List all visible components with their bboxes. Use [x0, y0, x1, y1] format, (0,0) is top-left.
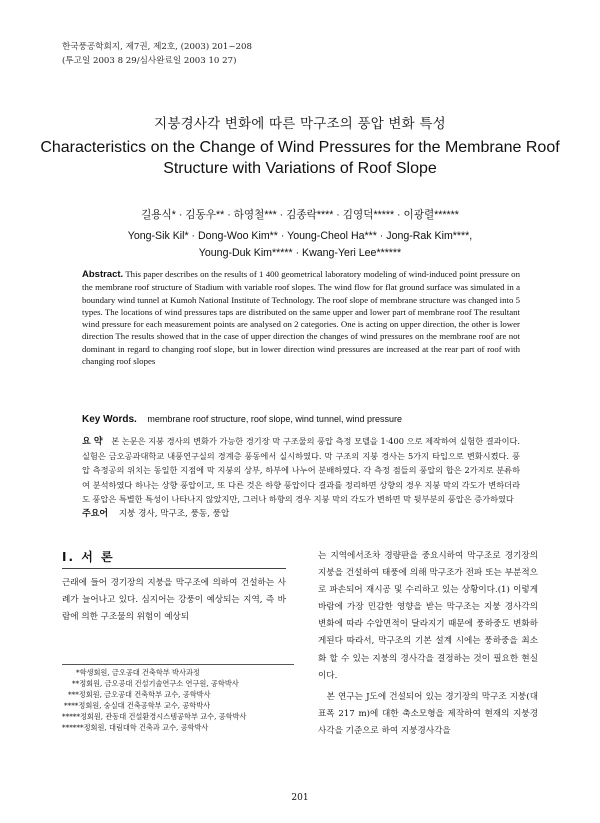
abstract-label: Abstract. [82, 269, 124, 280]
keywords-korean [82, 506, 229, 519]
abstract-text: This paper describes on the results of 1 400 geometrical laboratory modeling of wind-induced point pressure on the membrane roof structure of Stadium with variable roof slopes. The wind flow for flat ground surface was simulated in a boundary wind tunnel at Kumoh National Institute of Technology. The roof slope of membrane structure was changed into 5 types. The locations of wind pressures taps are distributed on the same upper and lower part of membrane roof The resultant wind pressure for each measurement points are analysed on 2 categories. One is acting on upper direction, the other is lower direction The results showed that in the case of upper direction the changes of wind pressures on the membrane roof are not dominant in regard to changing roof slope, but in lower direction wind pressures are increased at the rear part of roof with changing roof slopes [82, 269, 520, 367]
authors-english-line1: Yong-Sik Kil* · Dong-Woo Kim** · Young-Cheol Ha*** · Jong-Rak Kim****, [127, 230, 473, 242]
footnote: ****정회원, 숭실대 건축공학부 교수, 공학박사 [64, 701, 211, 710]
summary-korean [82, 434, 520, 506]
keywords [82, 414, 520, 425]
footnotes [62, 664, 294, 733]
footnote: ***정회원, 금오공대 건축학부 교수, 공학박사 [68, 690, 211, 699]
footnote: *학생회원, 금오공대 건축학부 박사과정 [76, 668, 200, 677]
keywords-text: membrane roof structure, roof slope, wind tunnel, wind pressure [147, 414, 402, 424]
right-paragraph-2: 본 연구는 J도에 건설되어 있는 경기장의 막구조 지붕(대표폭 217 m)에 대한 축소모형을 제작하여 현재의 지붕경사각을 기준으로 하여 지붕경사각을 [318, 691, 538, 736]
right-paragraph-1: 는 지역에서조차 경량판을 중요시하여 막구조로 경기장의 지붕을 건설하여 태풍에 의해 막구조가 전파 또는 부분적으로 파손되어 재시공 및 수리하고 있는 상황이다.(1) 이렇게 바람에 가장 민감한 영향을 받는 막구조는 지붕 경사각의 변화에 따라 수압면적이 달라지기 때문에 풍하중도 변화하게된다 따라서, 막구조의 기본 설계 시에는 풍하중을 최소화 할 수 있는 지붕의 경사각을 결정하는 것이 필요한 현실이다. [318, 551, 538, 681]
authors-english-line2: Young-Duk Kim***** · Kwang-Yeri Lee****** [198, 247, 402, 259]
section-rule [62, 568, 286, 569]
keywords-korean-text: 지붕 경사, 막구조, 풍동, 풍압 [118, 509, 230, 519]
keywords-korean-label: 주요어 [82, 509, 109, 519]
summary-label: 요 약 [82, 437, 103, 447]
authors-korean: 길용식* · 김동우** · 하영철*** · 김종락**** · 김영덕***** · 이광렬****** [141, 209, 459, 221]
section-title: I. 서 론 [62, 550, 115, 564]
keywords-label: Key Words. [82, 414, 137, 425]
abstract [82, 268, 520, 367]
title-english: Characteristics on the Change of Wind Pressures for the Membrane Roof Structure with Variations of Roof Slope [40, 139, 560, 177]
journal-header [62, 40, 252, 68]
title-korean: 지붕경사각 변화에 따른 막구조의 풍압 변화 특성 [154, 116, 446, 132]
submission-dates: (투고일 2003 8 29/심사완료일 2003 10 27) [62, 56, 237, 66]
summary-text: 본 논문은 지붕 경사의 변화가 가능한 경기장 막 구조물의 풍압 측정 모델을 1·400 으로 제작하여 실험한 결과이다. 실험은 금오공과대학교 내풍연구실의 경계층 풍동에서 실시하였다. 막 구조의 지붕 경사는 5가지 타입으로 변화시켰다. 풍압 측정공의 위치는 동일한 지점에 막 지붕의 상부, 하부에 나누어 분배하였다. 각 측정 점들의 풍압의 합은 2가지로 분류하여 분석하였다 하나는 상향 풍압이고, 또 다른 것은 하향 풍압이다 결과를 정리하면 상향의 경우 지붕 막의 각도가 변하더라도 풍압은 특별한 특성이 나타나지 않았지만, 그러나 하향의 경우 지붕 막의 각도가 변하면 막 뒷부분의 풍압은 증가하였다 [82, 436, 521, 504]
right-column [318, 548, 538, 740]
footnote: *****정회원, 관동대 건설환경시스템공학부 교수, 공학박사 [62, 712, 247, 721]
section-heading [62, 548, 115, 565]
footnote: **정회원, 금오공대 건설기술연구소 연구원, 공학박사 [72, 679, 239, 688]
left-column-text: 근래에 들어 경기장의 지붕을 막구조에 의하여 건설하는 사례가 늘어나고 있다. 심지어는 강풍이 예상되는 지역, 즉 바람에 의한 구조물의 위험이 예상되 [62, 578, 286, 622]
page-number: 201 [291, 793, 309, 803]
footnote: ******정회원, 대림대학 건축과 교수, 공학박사 [62, 723, 209, 732]
author-list [40, 207, 560, 262]
journal-citation: 한국풍공학회지, 제7권, 제2호, (2003) 201~208 [62, 42, 252, 52]
